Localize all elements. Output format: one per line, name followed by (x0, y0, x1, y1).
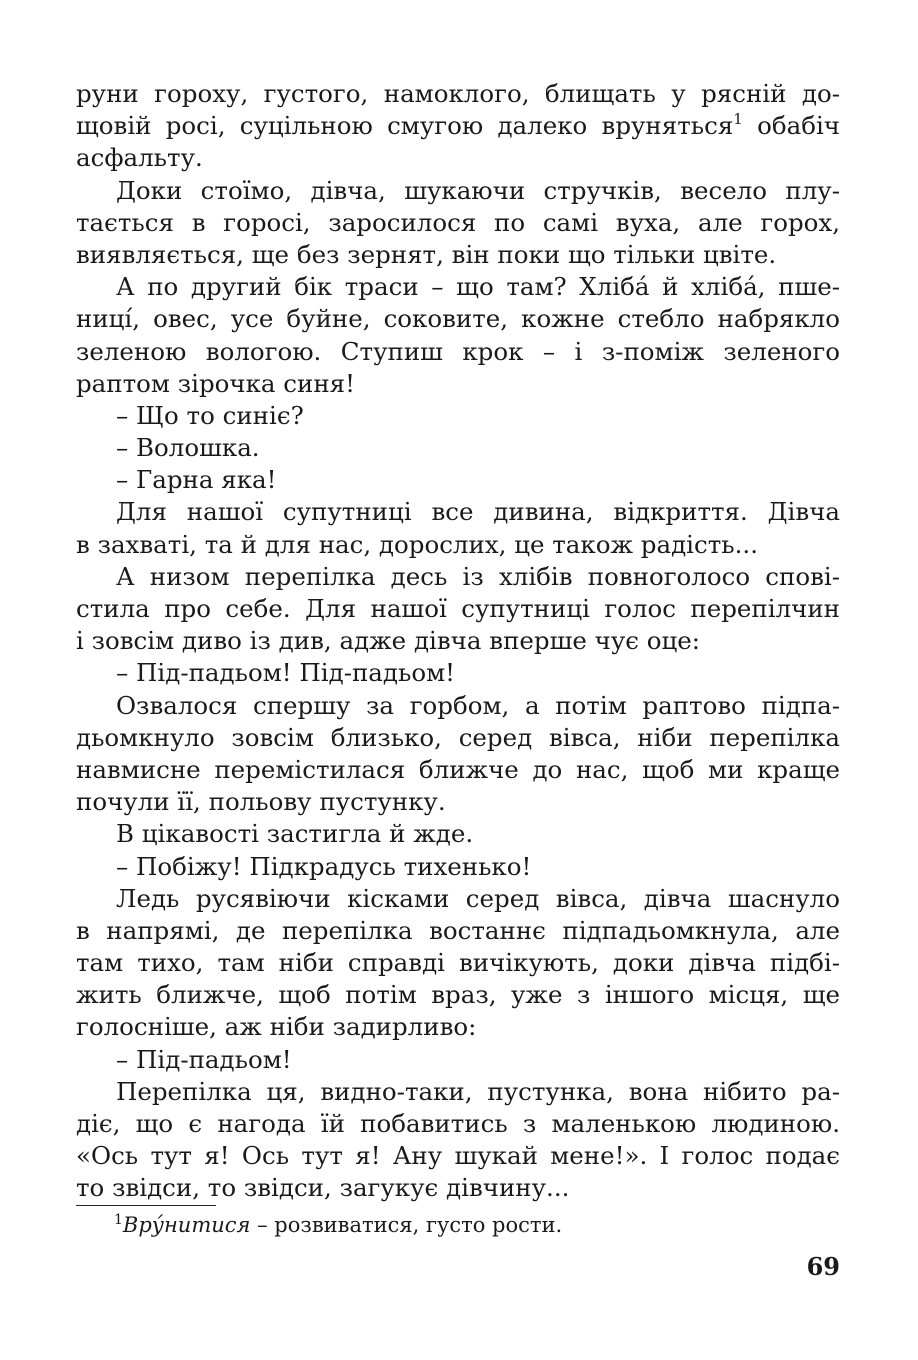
dialogue-line: – Побіжу! Підкрадусь тихенько! (116, 851, 532, 881)
footnote-marker: 1 (114, 1212, 123, 1228)
text-line: асфальту. (76, 143, 203, 173)
text-line: Перепілка ця, видно-таки, пустунка, вона нібито ра- (116, 1076, 840, 1106)
footnote-term: Вру́нитися (122, 1213, 251, 1237)
dialogue-line: – Під-падьом! Під-падьом! (116, 658, 455, 688)
footnote-marker: 1 (733, 110, 743, 129)
dialogue-line: – Гарна яка! (116, 465, 277, 495)
text-line: Озвалося спершу за горбом, а потім раптово підпа- (116, 690, 840, 720)
text-line: діє, що є нагода їй побавитись з маленькою людиною. (76, 1109, 840, 1138)
text-line: то звідси, то звідси, загукує дівчину... (76, 1173, 570, 1203)
text-line: «Ось тут я! Ось тут я! Ану шукай мене!». І голос подає (76, 1141, 840, 1171)
text-line: Для нашої супутниці все дивина, відкриття. Дівча (116, 497, 840, 527)
main-text (76, 78, 840, 1205)
text-line: навмисне перемістилася ближче до нас, щоб ми краще (76, 754, 840, 784)
text-line: зеленою вологою. Ступиш крок – і з-поміж зеленого (76, 336, 840, 366)
text-line: ниці́, овес, усе буйне, соковите, кожне стебло набрякло (76, 304, 840, 334)
text-line: виявляється, ще без зернят, він поки що тільки цвіте. (76, 239, 777, 269)
dialogue-line: – Що то синіє? (116, 400, 304, 430)
text-line: і зовсім диво із див, адже дівча вперше чує оце: (76, 626, 701, 656)
text-line: А низом перепілка десь із хлібів повноголосо спові- (116, 561, 840, 591)
page-number: 69 (806, 1252, 840, 1281)
text-line: Доки стоїмо, дівча, шукаючи стручків, весело плу- (116, 175, 840, 205)
text-line: Ледь русявіючи кісками серед вівса, дівча шаснуло (116, 883, 840, 913)
text-line: в напрямі, де перепілка востаннє підпадьомкнула, але (76, 915, 840, 945)
text-line: раптом зірочка синя! (76, 368, 355, 398)
text-line: голосніше, аж ніби задирливо: (76, 1012, 477, 1042)
text-line: А по другий бік траси – що там? Хлібá й хлібá, пше- (116, 272, 840, 302)
dialogue-line: – Під-падьом! (116, 1044, 292, 1074)
text-line: дьомкнуло зовсім близько, серед вівса, ніби перепілка (76, 722, 840, 752)
text-line (76, 110, 840, 142)
text-line: почули її, польову пустунку. (76, 787, 446, 817)
text-fragment: щовій росі, суцільною смугою далеко вруняться (76, 111, 734, 141)
text-line: руни гороху, густого, намоклого, блищать у рясній до- (76, 79, 840, 108)
text-line: тається в горосі, заросилося по самі вуха, але горох, (76, 207, 840, 237)
text-line: там тихо, там ніби справді вичікують, доки дівча підбі- (76, 948, 840, 978)
footnote (114, 1210, 562, 1240)
text-line: стила про себе. Для нашої супутниці голос перепілчин (76, 594, 840, 623)
footnote-definition: – розвиватися, густо рости. (250, 1213, 563, 1237)
text-line: в захваті, та й для нас, дорослих, це також радість... (76, 529, 758, 559)
text-line: В цікавості застигла й жде. (116, 819, 474, 849)
dialogue-line: – Волошка. (116, 433, 260, 463)
text-line: жить ближче, щоб потім враз, уже з іншого місця, ще (76, 980, 840, 1010)
footnote-divider (76, 1205, 216, 1206)
text-fragment: обабіч (742, 111, 840, 141)
